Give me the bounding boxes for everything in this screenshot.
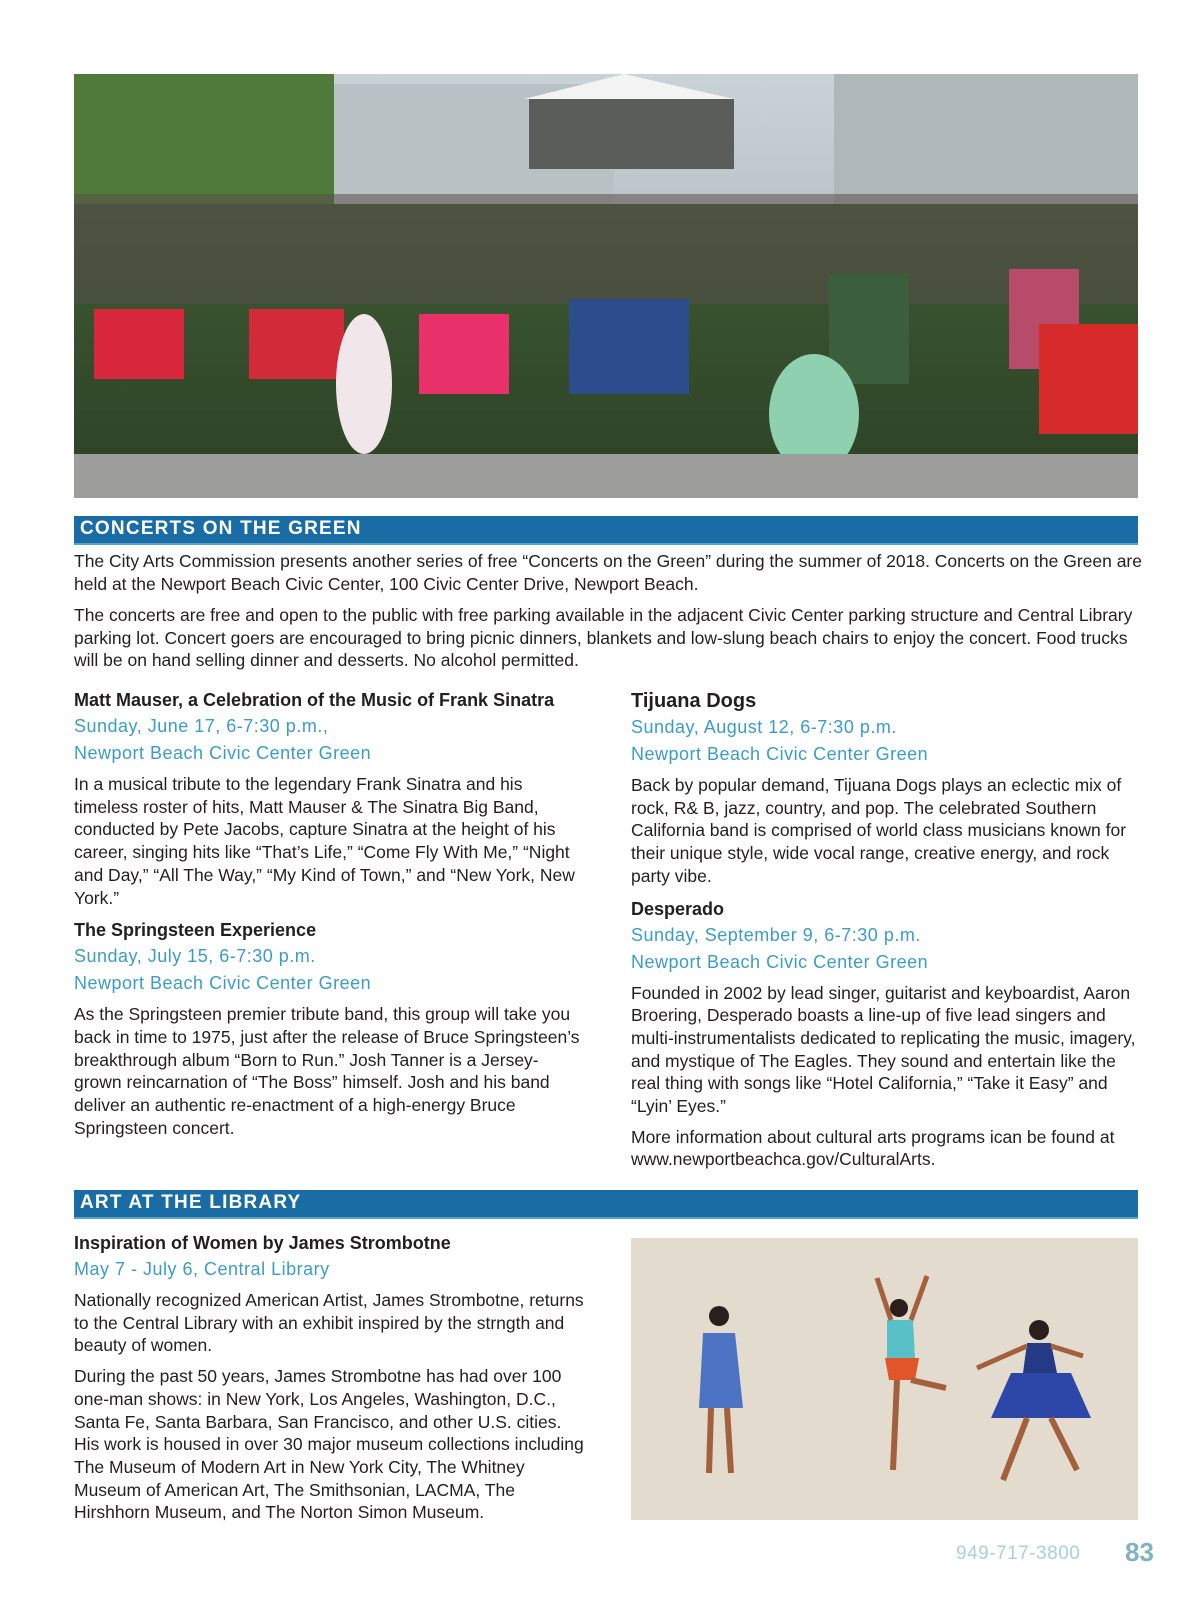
event-date-sinatra: Sunday, June 17, 6-7:30 p.m., <box>74 716 329 736</box>
concerts-intro-1: The City Arts Commission presents another series of free “Concerts on the Green” during the summer of 2018. Concerts on the Green are held at the Newport Beach Civic Center, 100 Civic Center Drive, Newport Beach. <box>74 551 1142 594</box>
event-venue-springsteen: Newport Beach Civic Center Green <box>74 973 372 994</box>
concerts-section-heading: CONCERTS ON THE GREEN <box>80 518 362 539</box>
library-section-heading-bar <box>74 1190 1138 1219</box>
event-venue-tijuana: Newport Beach Civic Center Green <box>631 744 929 764</box>
event-description-sinatra: In a musical tribute to the legendary Frank Sinatra and his timeless roster of hits, Matt Mauser & The Sinatra Big Band, conducted by Pete Jacobs, capture Sinatra at the height of his career, singing hits like “That’s Life,” “Come Fly With Me,” “Night and Day,” “All The Way,” “My Kind of Town,” and “New York, New York.” <box>74 774 575 908</box>
library-text-column <box>74 1230 586 1532</box>
event-date-desperado: Sunday, September 9, 6-7:30 p.m. <box>631 924 921 945</box>
footer-phone: 949-717-3800 <box>956 1543 1081 1564</box>
exhibit-paragraph-2: During the past 50 years, James Strombotne has had over 100 one-man shows: in New York, Los Angeles, Washington, D.C., Santa Fe, Santa Barbara, San Francisco, and other U.S. cities. His work is housed in over 30 major museum collections including The Museum of Modern Art in New York City, The Whitney Museum of American Art, The Smithsonian, LACMA, The Hirshhorn Museum, and The Norton Simon Museum. <box>74 1366 584 1523</box>
event-description-tijuana: Back by popular demand, Tijuana Dogs plays an eclectic mix of rock, R& B, jazz, country, and pop. The celebrated Southern California band is comprised of world class musicians known for their unique style, wide vocal range, creative energy, and rock party vibe. <box>631 775 1127 886</box>
event-date-springsteen: Sunday, July 15, 6-7:30 p.m. <box>74 946 316 967</box>
concert-photo <box>74 74 1138 498</box>
event-title-tijuana: Tijuana Dogs <box>631 690 757 712</box>
event-title-desperado: Desperado <box>631 898 725 919</box>
event-description-desperado: Founded in 2002 by lead singer, guitarist and keyboardist, Aaron Broering, Desperado boasts a line-up of five lead singers and multi-instrumentalists dedicated to replicating the music, imagery, and mystique of The Eagles. They sound and entertain like the real thing with songs like “Hotel California,” “Take it Easy” and “Lyin’ Eyes.” <box>631 982 1136 1117</box>
exhibit-date: May 7 - July 6, Central Library <box>74 1259 330 1279</box>
event-date-tijuana: Sunday, August 12, 6-7:30 p.m. <box>631 717 897 737</box>
event-title-sinatra: Matt Mauser, a Celebration of the Music of Frank Sinatra <box>74 690 555 710</box>
event-venue-desperado: Newport Beach Civic Center Green <box>631 951 929 972</box>
library-section-heading: ART AT THE LIBRARY <box>80 1192 302 1213</box>
artwork-image <box>631 1238 1138 1520</box>
concerts-intro-2: The concerts are free and open to the public with free parking available in the adjacent Civic Center parking structure and Central Library parking lot. Concert goers are encouraged to bring picnic dinners, blankets and low-slung beach chairs to enjoy the concert. Food trucks will be on hand selling dinner and desserts. No alcohol permitted. <box>74 605 1133 670</box>
concerts-section-heading-bar <box>74 516 1138 545</box>
more-info-text: More information about cultural arts programs ican be found at www.newportbeachca.gov/CulturalArts. <box>631 1126 1115 1170</box>
exhibit-title: Inspiration of Women by James Strombotne <box>74 1233 451 1253</box>
exhibit-paragraph-1: Nationally recognized American Artist, James Strombotne, returns to the Central Library with an exhibit inspired by the strngth and beauty of women. <box>74 1290 584 1356</box>
event-description-springsteen: As the Springsteen premier tribute band, this group will take you back in time to 1975, just after the release of Bruce Springsteen’s breakthrough album “Born to Run.” Josh Tanner is a Jersey-grown reincarnation of “The Boss” himself. Josh and his band deliver an authentic re-enactment of a high-energy Bruce Springsteen concert. <box>74 1004 580 1138</box>
events-right-column <box>631 688 1141 1179</box>
events-left-column <box>74 687 582 1147</box>
event-venue-sinatra: Newport Beach Civic Center Green <box>74 743 372 763</box>
event-title-springsteen: The Springsteen Experience <box>74 920 317 941</box>
page-number: 83 <box>1125 1537 1154 1567</box>
